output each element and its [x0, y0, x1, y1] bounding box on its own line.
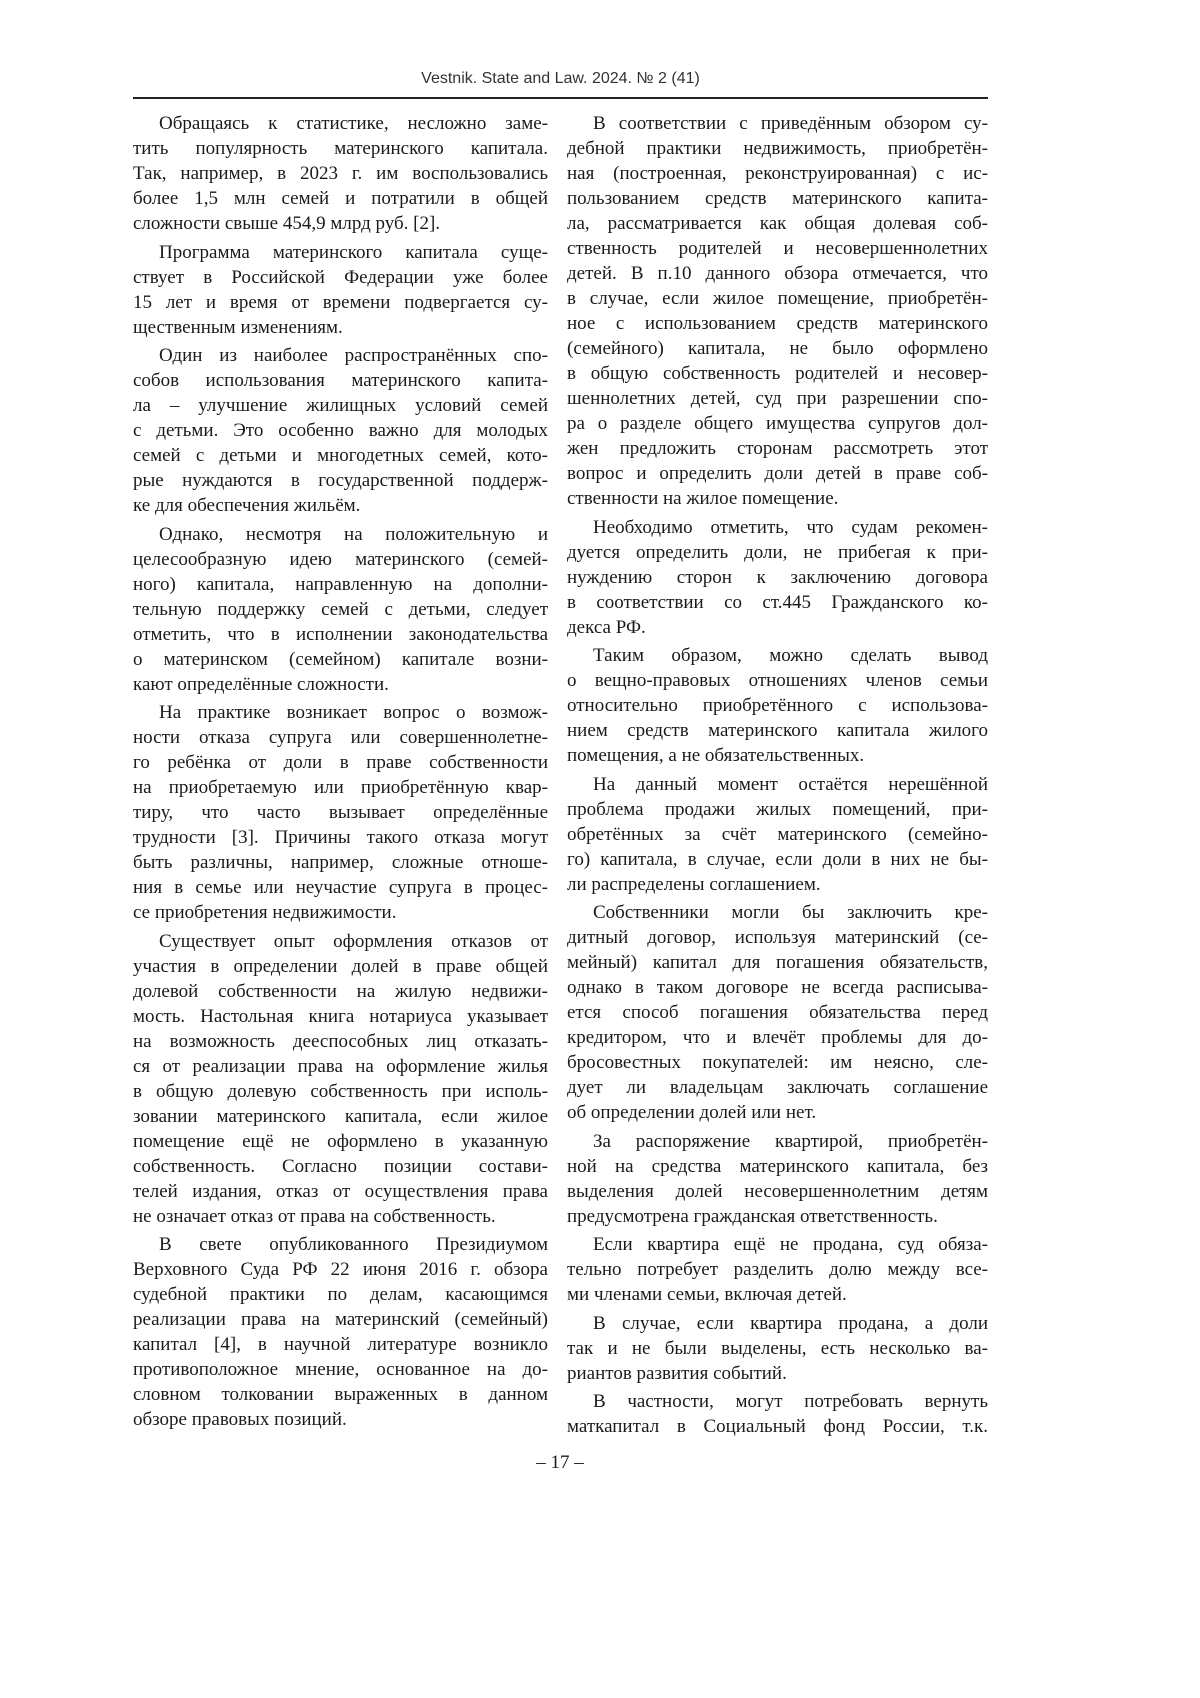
text-line: ное с использованием средств материнского [567, 311, 988, 336]
left-column [133, 111, 548, 1436]
text-line: ла – улучшение жилищных условий семей [133, 393, 548, 418]
text-line: на возможность дееспособных лиц отказать- [133, 1029, 548, 1054]
paragraph [567, 1129, 988, 1229]
text-line: За распоряжение квартирой, приобретён- [567, 1129, 988, 1154]
text-line: реализации права на материнский (семейный) [133, 1307, 548, 1332]
text-line: словном толковании выраженных в данном [133, 1382, 548, 1407]
text-line: о материнском (семейном) капитале возни- [133, 647, 548, 672]
paragraph [567, 900, 988, 1125]
text-line: Так, например, в 2023 г. им воспользовались [133, 161, 548, 186]
text-line: помещения, а не обязательственных. [567, 743, 988, 768]
text-line: На данный момент остаётся нерешённой [567, 772, 988, 797]
text-line: Собственники могли бы заключить кре- [567, 900, 988, 925]
running-header: Vestnik. State and Law. 2024. № 2 (41) [133, 70, 988, 88]
text-line: мейный) капитал для погашения обязательств, [567, 950, 988, 975]
text-line: отметить, что в исполнении законодательства [133, 622, 548, 647]
text-line: на приобретаемую или приобретённую квар- [133, 775, 548, 800]
text-line: Если квартира ещё не продана, суд обяза- [567, 1232, 988, 1257]
text-line: о вещно-правовых отношениях членов семьи [567, 668, 988, 693]
text-line: целесообразную идею материнского (семей- [133, 547, 548, 572]
text-line: ли распределены соглашением. [567, 872, 988, 897]
text-line: ствует в Российской Федерации уже более [133, 265, 548, 290]
text-line: противоположное мнение, основанное на до- [133, 1357, 548, 1382]
paragraph [133, 929, 548, 1229]
paragraph [567, 1311, 988, 1386]
text-line: В свете опубликованного Президиумом [133, 1232, 548, 1257]
text-line: семей с детьми и многодетных семей, кото- [133, 443, 548, 468]
text-line: (семейного) капитала, не было оформлено [567, 336, 988, 361]
text-line: сложности свыше 454,9 млрд руб. [2]. [133, 211, 548, 236]
text-line: участия в определении долей в праве общей [133, 954, 548, 979]
text-line: ется способ погашения обязательства перед [567, 1000, 988, 1025]
text-line: судебной практики по делам, касающимся [133, 1282, 548, 1307]
paragraph [133, 700, 548, 925]
paragraph [567, 515, 988, 640]
text-line: относительно приобретённого с использова- [567, 693, 988, 718]
text-line: с детьми. Это особенно важно для молодых [133, 418, 548, 443]
paragraph [567, 1389, 988, 1439]
text-line: капитал [4], в научной литературе возникло [133, 1332, 548, 1357]
text-line: Таким образом, можно сделать вывод [567, 643, 988, 668]
text-line: го) капитала, в случае, если доли в них не бы- [567, 847, 988, 872]
text-line: рые нуждаются в государственной поддерж- [133, 468, 548, 493]
text-line: в общую собственность родителей и несовер- [567, 361, 988, 386]
text-line: Однако, несмотря на положительную и [133, 522, 548, 547]
text-line: ла, рассматривается как общая долевая соб- [567, 211, 988, 236]
text-line: В частности, могут потребовать вернуть [567, 1389, 988, 1414]
text-line: более 1,5 млн семей и потратили в общей [133, 186, 548, 211]
text-line: ственности на жилое помещение. [567, 486, 988, 511]
text-line: вопрос и определить доли детей в праве соб- [567, 461, 988, 486]
paragraph [133, 240, 548, 340]
paragraph [567, 111, 988, 511]
text-line: тиру, что часто вызывает определённые [133, 800, 548, 825]
text-line: зовании материнского капитала, если жилое [133, 1104, 548, 1129]
text-line: тельную поддержку семей с детьми, следует [133, 597, 548, 622]
text-line: детей. В п.10 данного обзора отмечается, что [567, 261, 988, 286]
text-line: дуется определить доли, не прибегая к при- [567, 540, 988, 565]
text-line: В случае, если квартира продана, а доли [567, 1311, 988, 1336]
text-line: долевой собственности на жилую недвижи- [133, 979, 548, 1004]
paragraph [133, 522, 548, 697]
paragraph [567, 643, 988, 768]
text-line: жен предложить сторонам рассмотреть этот [567, 436, 988, 461]
text-line: тельно потребует разделить долю между все- [567, 1257, 988, 1282]
text-line: В соответствии с приведённым обзором су- [567, 111, 988, 136]
text-line: ственность родителей и несовершеннолетних [567, 236, 988, 261]
text-line: проблема продажи жилых помещений, при- [567, 797, 988, 822]
text-line: ке для обеспечения жильём. [133, 493, 548, 518]
paragraph [133, 343, 548, 518]
text-line: се приобретения недвижимости. [133, 900, 548, 925]
text-line: Верховного Суда РФ 22 июня 2016 г. обзора [133, 1257, 548, 1282]
text-line: так и не были выделены, есть несколько ва- [567, 1336, 988, 1361]
text-line: ная (построенная, реконструированная) с ис- [567, 161, 988, 186]
text-line: в случае, если жилое помещение, приобретён- [567, 286, 988, 311]
text-line: кают определённые сложности. [133, 672, 548, 697]
text-line: дитный договор, используя материнский (се- [567, 925, 988, 950]
text-line: Один из наиболее распространённых спо- [133, 343, 548, 368]
text-line: предусмотрена гражданская ответственность. [567, 1204, 988, 1229]
paragraph [567, 1232, 988, 1307]
text-line: об определении долей или нет. [567, 1100, 988, 1125]
text-line: Существует опыт оформления отказов от [133, 929, 548, 954]
text-line: дебной практики недвижимость, приобретён- [567, 136, 988, 161]
text-line: Необходимо отметить, что судам рекомен- [567, 515, 988, 540]
page-number: – 17 – [0, 1452, 1160, 1474]
text-line: телей издания, отказ от осуществления права [133, 1179, 548, 1204]
text-line: ной на средства материнского капитала, без [567, 1154, 988, 1179]
text-line: ра о разделе общего имущества супругов дол- [567, 411, 988, 436]
text-line: пользованием средств материнского капита- [567, 186, 988, 211]
text-line: ного) капитала, направленную на дополни- [133, 572, 548, 597]
text-line: щественным изменениям. [133, 315, 548, 340]
text-line: ся от реализации права на оформление жилья [133, 1054, 548, 1079]
right-column [567, 111, 988, 1443]
text-line: кредитором, что и влечёт проблемы для до- [567, 1025, 988, 1050]
text-line: в общую долевую собственность при исполь- [133, 1079, 548, 1104]
text-line: го ребёнка от доли в праве собственности [133, 750, 548, 775]
text-line: 15 лет и время от времени подвергается су- [133, 290, 548, 315]
text-line: собственность. Согласно позиции состави- [133, 1154, 548, 1179]
text-line: декса РФ. [567, 615, 988, 640]
paragraph [133, 111, 548, 236]
text-line: ния в семье или неучастие супруга в процес- [133, 875, 548, 900]
text-line: выделения долей несовершеннолетним детям [567, 1179, 988, 1204]
paragraph [567, 772, 988, 897]
text-line: обретённых за счёт материнского (семейно- [567, 822, 988, 847]
text-line: нуждению сторон к заключению договора [567, 565, 988, 590]
text-line: быть различны, например, сложные отноше- [133, 850, 548, 875]
text-line: бросовестных покупателей: им неясно, сле- [567, 1050, 988, 1075]
text-line: ности отказа супруга или совершеннолетне- [133, 725, 548, 750]
text-line: На практике возникает вопрос о возмож- [133, 700, 548, 725]
text-line: Программа материнского капитала суще- [133, 240, 548, 265]
text-line: Обращаясь к статистике, несложно заме- [133, 111, 548, 136]
text-line: тить популярность материнского капитала. [133, 136, 548, 161]
paragraph [133, 1232, 548, 1432]
text-line: дует ли владельцам заключать соглашение [567, 1075, 988, 1100]
text-line: ми членами семьи, включая детей. [567, 1282, 988, 1307]
text-line: помещение ещё не оформлено в указанную [133, 1129, 548, 1154]
text-line: нием средств материнского капитала жилого [567, 718, 988, 743]
text-line: риантов развития событий. [567, 1361, 988, 1386]
text-line: однако в таком договоре не всегда расписыва- [567, 975, 988, 1000]
text-line: в соответствии со ст.445 Гражданского ко- [567, 590, 988, 615]
text-line: мость. Настольная книга нотариуса указывает [133, 1004, 548, 1029]
text-line: собов использования материнского капита- [133, 368, 548, 393]
header-rule [133, 97, 988, 99]
text-line: не означает отказ от права на собственность. [133, 1204, 548, 1229]
text-line: маткапитал в Социальный фонд России, т.к. [567, 1414, 988, 1439]
text-line: трудности [3]. Причины такого отказа могут [133, 825, 548, 850]
text-line: обзоре правовых позиций. [133, 1407, 548, 1432]
text-line: шеннолетних детей, суд при разрешении спо- [567, 386, 988, 411]
